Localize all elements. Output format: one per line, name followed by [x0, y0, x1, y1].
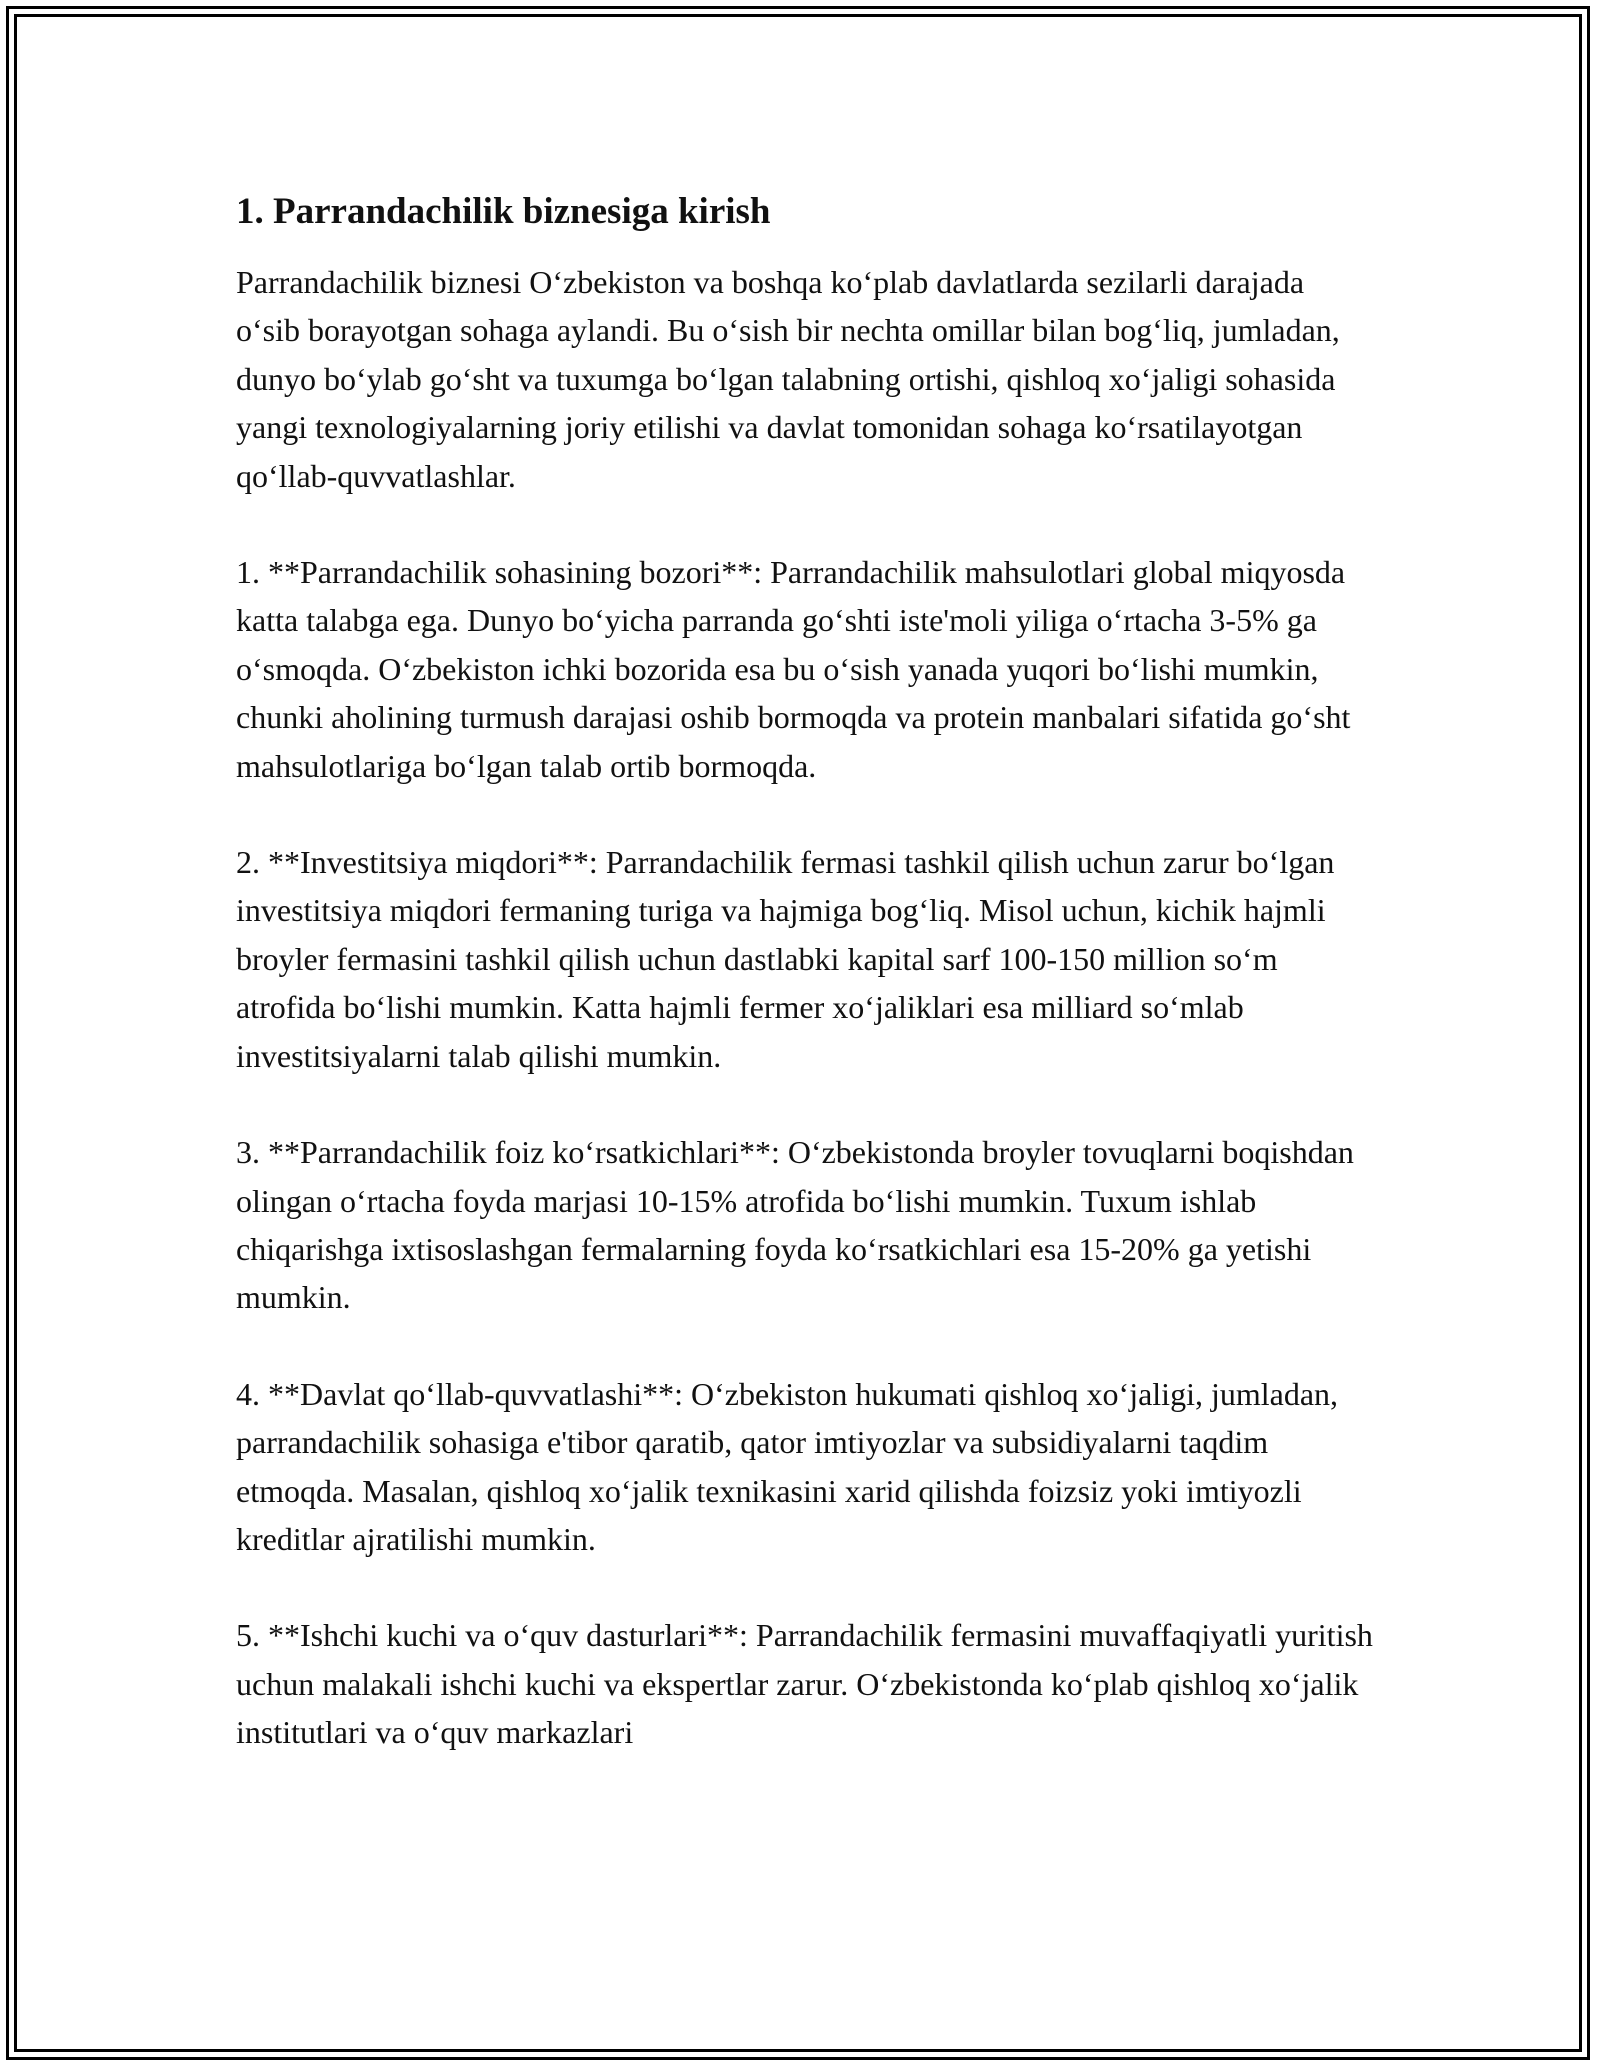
intro-paragraph: Parrandachilik biznesi O‘zbekiston va boshqa ko‘plab davlatlarda sezilarli darajada o‘sib borayotgan sohaga aylandi. Bu o‘sish bir nechta omillar bilan bog‘liq, jumladan, dunyo bo‘ylab go‘sht va tuxumga bo‘lgan talabning ortishi, qishloq xo‘jaligi sohasida yangi texnologiyalarning joriy etilishi va davlat tomonidan sohaga ko‘rsatilayotgan qo‘llab-quvvatlashlar.: [236, 264, 1340, 494]
paragraph-profit: 3. **Parrandachilik foiz ko‘rsatkichlari**: O‘zbekistonda broyler tovuqlarni boqishdan olingan o‘rtacha foyda marjasi 10-15% atrofida bo‘lishi mumkin. Tuxum ishlab chiqarishga ixtisoslashgan fermalarning foyda ko‘rsatkichlari esa 15-20% ga yetishi mumkin.: [236, 1134, 1354, 1316]
paragraph-investment: 2. **Investitsiya miqdori**: Parrandachilik fermasi tashkil qilish uchun zarur bo‘lgan investitsiya miqdori fermaning turiga va hajmiga bog‘liq. Misol uchun, kichik hajmli broyler fermasini tashkil qilish uchun dastlabki kapital sarf 100-150 million so‘m atrofida bo‘lishi mumkin. Katta hajmli fermer xo‘jaliklari esa milliard so‘mlab investitsiyalarni talab qilishi mumkin.: [236, 844, 1335, 1074]
paragraph-market: 1. **Parrandachilik sohasining bozori**: Parrandachilik mahsulotlari global miqyosda katta talabga ega. Dunyo bo‘yicha parranda go‘shti iste'moli yiliga o‘rtacha 3-5% ga o‘smoqda. O‘zbekiston ichki bozorida esa bu o‘sish yanada yuqori bo‘lishi mumkin, chunki aholining turmush darajasi oshib bormoqda va protein manbalari sifatida go‘sht mahsulotlariga bo‘lgan talab ortib bormoqda.: [236, 554, 1351, 784]
section-heading: 1. Parrandachilik biznesiga kirish: [236, 191, 771, 232]
document-body: [236, 188, 1376, 1757]
paragraph-government-support: 4. **Davlat qo‘llab-quvvatlashi**: O‘zbekiston hukumati qishloq xo‘jaligi, jumladan, parrandachilik sohasiga e'tibor qaratib, qator imtiyozlar va subsidiyalarni taqdim etmoqda. Masalan, qishloq xo‘jalik texnikasini xarid qilishda foizsiz yoki imtiyozli kreditlar ajratilishi mumkin.: [236, 1375, 1339, 1557]
paragraph-workforce: 5. **Ishchi kuchi va o‘quv dasturlari**: Parrandachilik fermasini muvaffaqiyatli yuritish uchun malakali ishchi kuchi va ekspertlar zarur. O‘zbekistonda ko‘plab qishloq xo‘jalik institutlari va o‘quv markazlari: [236, 1617, 1373, 1751]
